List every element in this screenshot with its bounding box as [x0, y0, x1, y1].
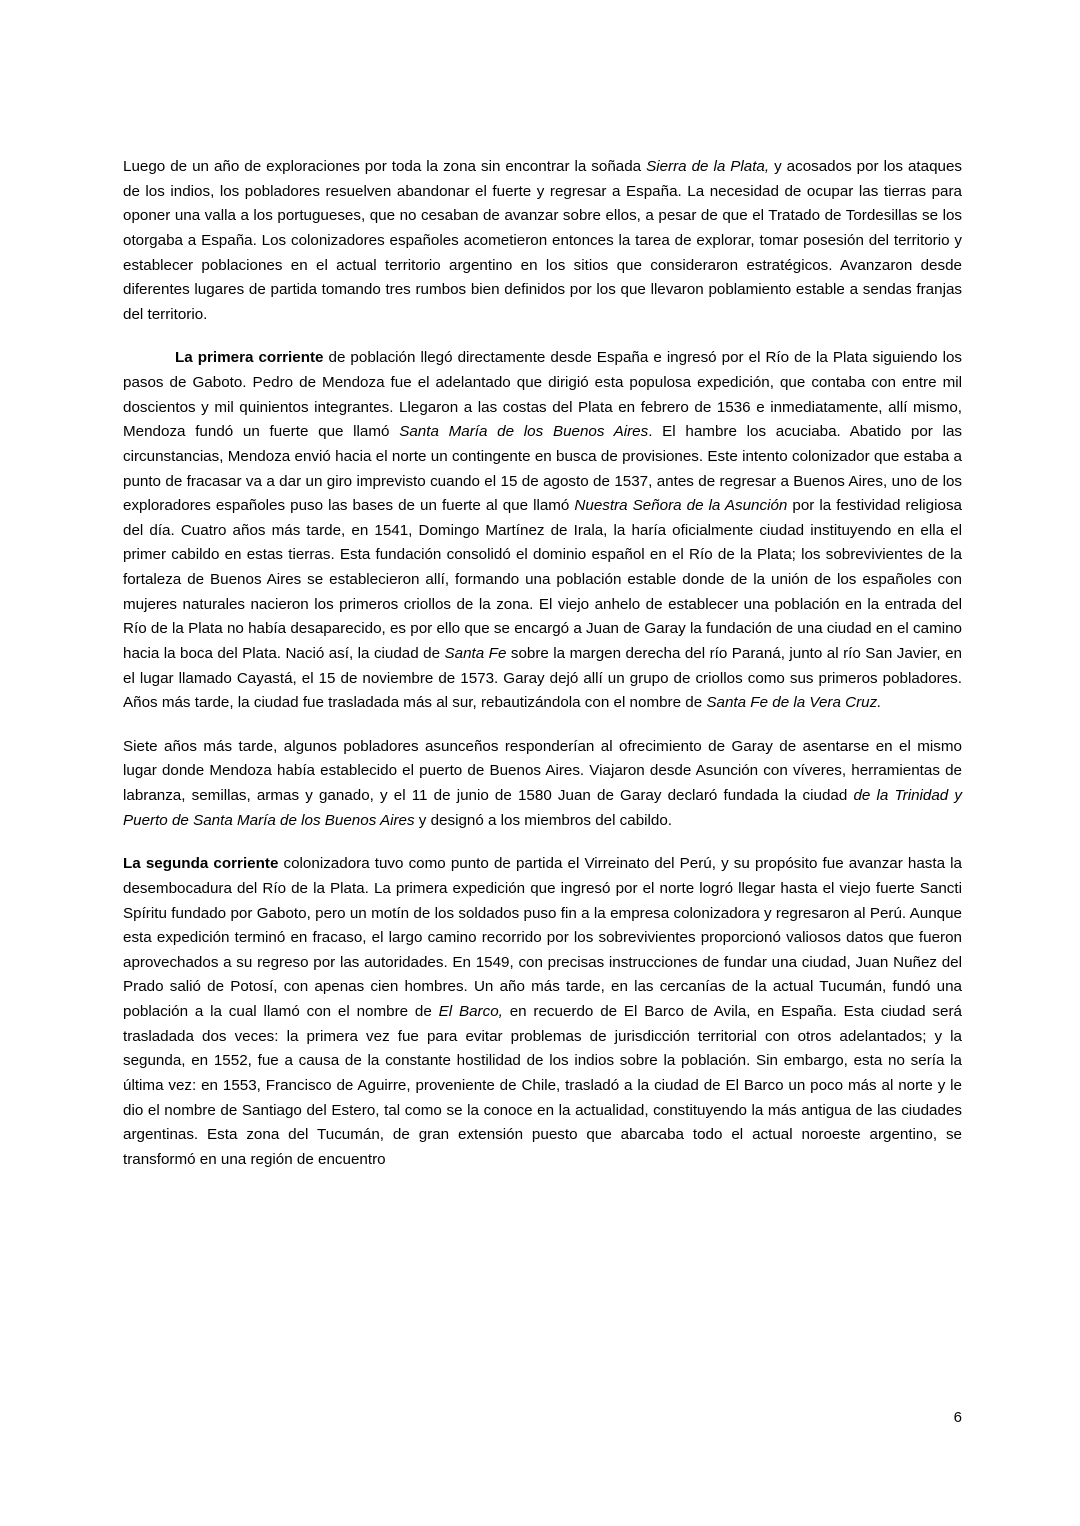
- text-run: Siete años más tarde, algunos pobladores asunceños responderían al ofrecimiento de Garay de asentarse en el mismo lugar donde Mendoza había establecido el puerto de Buenos Aires. Viajaron desde Asunción con víveres, herramientas de labranza, semillas, armas y ganado, y el 11 de junio de 1580 Juan de Garay declaró fundada la ciudad: [123, 737, 962, 804]
- paragraph-primera-corriente: [123, 346, 962, 715]
- text-run: El Barco,: [438, 1003, 503, 1020]
- text-run: y designó a los miembros del cabildo.: [414, 811, 673, 829]
- text-run: Nuestra Señora de la Asunción: [574, 497, 788, 515]
- text-run: sobre la margen derecha del río Paraná, junto al río San Javier, en el lugar llamado Cayastá, el 15 de noviembre de 1573. Garay dejó allí un grupo de criollos como sus primeros pobladores. Años más tarde, la ciudad fue trasladada más al sur, rebautizándola con el nombre de: [123, 644, 962, 712]
- text-run: La segunda corriente: [123, 855, 279, 873]
- paragraph-segunda-corriente: [123, 852, 962, 1172]
- paragraph-siete-anos: [123, 735, 962, 834]
- document-text-body: [123, 155, 962, 1172]
- text-run: en recuerdo de El Barco de Avila, en España. Esta ciudad será trasladada dos veces: la primera vez fue para evitar problemas de jurisdicción territorial con otros adelantados; y la segunda, en 1552, fue a causa de la constante hostilidad de los indios sobre la población. Sin embargo, esta no sería la última vez: en 1553, Francisco de Aguirre, proveniente de Chile, trasladó a la ciudad de El Barco un poco más al norte y le dio el nombre de Santiago del Estero, tal como se la conoce en la actualidad, constituyendo la más antigua de las ciudades argentinas. Esta zona del Tucumán, de gran extensión puesto que abarcaba todo el actual noroeste argentino, se transformó en una región de encuentro: [123, 1003, 962, 1168]
- text-run: y acosados por los ataques de los indios, los pobladores resuelven abandonar el fuerte y regresar a España. La necesidad de ocupar las tierras para oponer una valla a los portugueses, que no cesaban de avanzar sobre ellos, a pesar de que el Tratado de Tordesillas se los otorgaba a España. Los colonizadores españoles acometieron entonces la tarea de explorar, tomar posesión del territorio y establecer poblaciones en el actual territorio argentino en los sitios que consideraron estratégicos. Avanzaron desde diferentes lugares de partida tomando tres rumbos bien definidos por los que llevaron poblamiento estable a sendas franjas del territorio.: [123, 158, 963, 323]
- text-run: Sierra de la Plata,: [646, 158, 770, 175]
- text-run: La primera corriente: [175, 349, 324, 367]
- text-run: Santa María de los Buenos Aires: [399, 423, 649, 441]
- text-run: Luego de un año de exploraciones por toda la zona sin encontrar la soñada: [123, 158, 647, 175]
- page-number: 6: [953, 1409, 962, 1426]
- text-run: por la festividad religiosa del día. Cuatro años más tarde, en 1541, Domingo Martínez de Irala, la haría oficialmente ciudad instituyendo en ella el primer cabildo en estas tierras. Esta fundación consolidó el dominio español en el Río de la Plata; los sobrevivientes de la fortaleza de Buenos Aires se establecieron allí, formando una población estable donde de la unión de los españoles con mujeres naturales nacieron los primeros criollos de la zona. El viejo anhelo de establecer una población en la entrada del Río de la Plata no había desaparecido, es por ello que se encargó a Juan de Garay la fundación de una ciudad en el camino hacia la boca del Plata. Nació así, la ciudad de: [123, 497, 962, 662]
- text-run: colonizadora tuvo como punto de partida el Virreinato del Perú, y su propósito fue avanzar hasta la desembocadura del Río de la Plata. La primera expedición que ingresó por el norte logró llegar hasta el viejo fuerte Sancti Spíritu fundado por Gaboto, pero un motín de los soldados puso fin a la empresa colonizadora y regresaron al Perú. Aunque esta expedición terminó en fracaso, el largo camino recorrido por los sobrevivientes proporcionó valiosos datos que fueron aprovechados a su regreso por las autoridades. En 1549, con precisas instrucciones de fundar una ciudad, Juan Nuñez del Prado salió de Potosí, con apenas cien hombres. Un año más tarde, en las cercanías de la actual Tucumán, fundó una población a la cual llamó con el nombre de: [123, 855, 962, 1020]
- text-run: Santa Fe de la Vera Cruz.: [706, 694, 882, 712]
- text-run: . El hambre los acuciaba. Abatido por las circunstancias, Mendoza envió hacia el norte un contingente en busca de provisiones. Este intento colonizador que estaba a punto de fracasar va a dar un giro imprevisto cuando el 15 de agosto de 1537, antes de regresar a Buenos Aires, uno de los exploradores españoles puso las bases de un fuerte al que llamó: [123, 423, 962, 515]
- paragraph-exploraciones: [123, 155, 962, 327]
- text-run: de la Trinidad y Puerto de Santa María de los Buenos Aires: [123, 787, 962, 829]
- text-run: de población llegó directamente desde España e ingresó por el Río de la Plata siguiendo los pasos de Gaboto. Pedro de Mendoza fue el adelantado que dirigió esta populosa expedición, que contaba con entre mil doscientos y mil quinientos integrantes. Llegaron a las costas del Plata en febrero de 1536 e inmediatamente, allí mismo, Mendoza fundó un fuerte que llamó: [123, 349, 962, 441]
- text-run: Santa Fe: [444, 644, 507, 662]
